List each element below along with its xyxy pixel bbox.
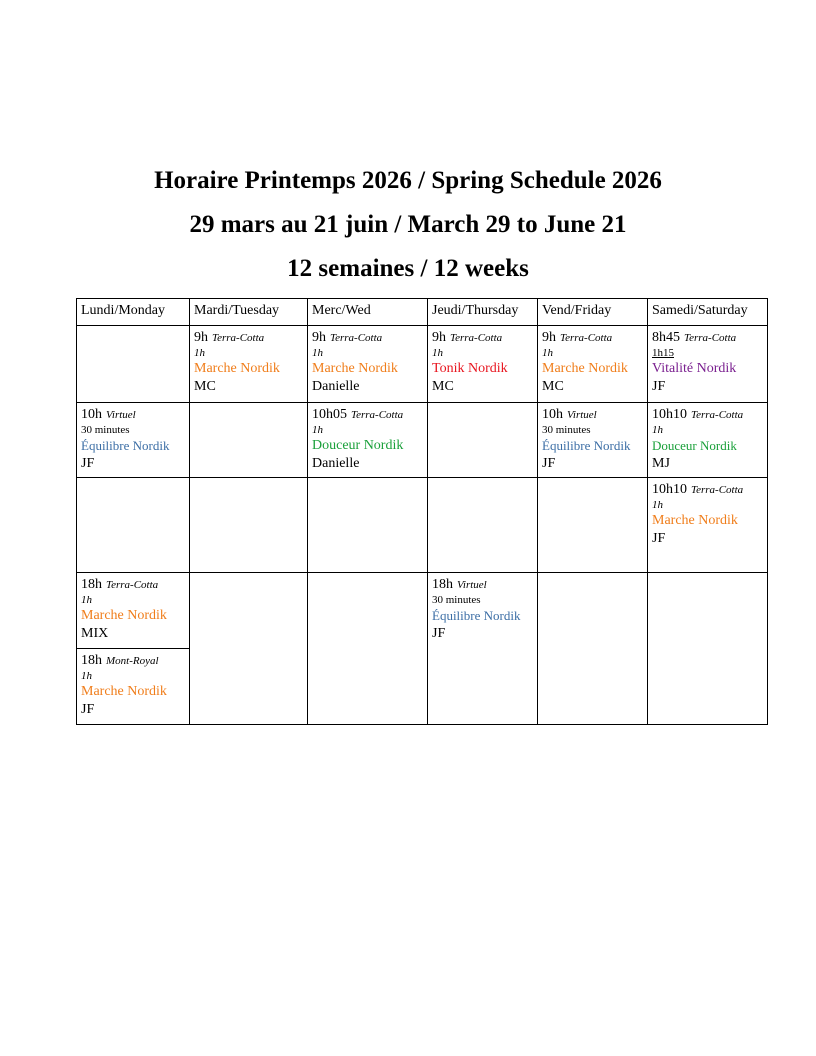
session-time: 18h — [81, 653, 102, 668]
session-instructor: Danielle — [312, 456, 360, 471]
session-instructor: JF — [542, 456, 556, 471]
session-location: Virtuel — [457, 579, 487, 591]
session-cell — [648, 326, 768, 403]
session-class: Douceur Nordik — [312, 438, 404, 453]
session-time: 18h — [432, 577, 453, 592]
session-location: Terra-Cotta — [691, 484, 744, 496]
day-header-wednesday: Merc/Wed — [308, 299, 428, 326]
session-class: Équilibre Nordik — [432, 608, 521, 623]
empty-cell — [538, 478, 648, 573]
session-class: Tonik Nordik — [432, 361, 508, 376]
title-dates: 29 mars au 21 juin / March 29 to June 21 — [189, 211, 627, 238]
session-cell — [648, 403, 768, 478]
session-instructor: MC — [542, 379, 564, 394]
empty-cell — [428, 478, 538, 573]
session-duration: 1h — [312, 347, 323, 359]
session-location: Terra-Cotta — [450, 332, 503, 344]
session-cell — [428, 326, 538, 403]
session-cell — [77, 403, 190, 478]
session-class: Marche Nordik — [81, 608, 167, 623]
session-duration: 30 minutes — [432, 594, 481, 606]
session-duration: 1h — [432, 347, 443, 359]
session-duration: 1h — [81, 594, 92, 606]
session-instructor: JF — [81, 456, 95, 471]
schedule-table — [76, 298, 768, 725]
day-header-friday: Vend/Friday — [538, 299, 648, 326]
schedule-row — [77, 478, 768, 573]
session-cell — [428, 573, 538, 725]
session-duration: 30 minutes — [542, 424, 591, 436]
session-time: 10h05 — [312, 407, 347, 422]
session-duration: 1h — [81, 670, 92, 682]
empty-cell — [308, 478, 428, 573]
session-class: Marche Nordik — [194, 361, 280, 376]
empty-cell — [648, 573, 768, 725]
session-time: 10h — [542, 407, 563, 422]
session-location: Terra-Cotta — [330, 332, 383, 344]
session-location: Terra-Cotta — [106, 579, 159, 591]
session-cell — [77, 649, 190, 725]
empty-cell — [77, 326, 190, 403]
session-instructor: MIX — [81, 626, 109, 641]
session-time: 9h — [432, 330, 446, 345]
session-class: Marche Nordik — [81, 684, 167, 699]
day-header-monday: Lundi/Monday — [77, 299, 190, 326]
session-location: Terra-Cotta — [351, 409, 404, 421]
empty-cell — [77, 478, 190, 573]
session-duration: 1h — [652, 424, 663, 436]
session-class: Vitalité Nordik — [652, 361, 737, 376]
session-class: Douceur Nordik — [652, 438, 737, 453]
session-duration: 1h — [542, 347, 553, 359]
session-location: Mont-Royal — [106, 655, 159, 667]
session-location: Terra-Cotta — [560, 332, 613, 344]
session-time: 10h — [81, 407, 102, 422]
day-header-saturday: Samedi/Saturday — [648, 299, 768, 326]
session-instructor: MJ — [652, 456, 670, 471]
empty-cell — [190, 403, 308, 478]
empty-cell — [190, 573, 308, 725]
session-location: Terra-Cotta — [691, 409, 744, 421]
session-time: 9h — [312, 330, 326, 345]
session-time: 9h — [542, 330, 556, 345]
session-class: Marche Nordik — [542, 361, 628, 376]
schedule-row — [77, 326, 768, 403]
session-time: 18h — [81, 577, 102, 592]
session-instructor: MC — [432, 379, 454, 394]
session-cell — [538, 403, 648, 478]
empty-cell — [538, 573, 648, 725]
title-main: Horaire Printemps 2026 / Spring Schedule 2026 — [154, 167, 662, 194]
session-duration: 30 minutes — [81, 424, 130, 436]
session-location: Virtuel — [106, 409, 136, 421]
session-duration: 1h15 — [652, 347, 674, 359]
session-instructor: MC — [194, 379, 216, 394]
session-time: 10h10 — [652, 482, 687, 497]
session-duration: 1h — [652, 499, 663, 511]
session-instructor: Danielle — [312, 379, 360, 394]
session-class: Équilibre Nordik — [81, 438, 170, 453]
session-location: Terra-Cotta — [684, 332, 737, 344]
session-class: Marche Nordik — [652, 513, 738, 528]
session-instructor: JF — [652, 379, 666, 394]
session-cell — [538, 326, 648, 403]
schedule-row — [77, 573, 768, 649]
session-instructor: JF — [432, 626, 446, 641]
empty-cell — [190, 478, 308, 573]
session-class: Marche Nordik — [312, 361, 398, 376]
session-time: 10h10 — [652, 407, 687, 422]
empty-cell — [428, 403, 538, 478]
session-instructor: JF — [81, 702, 95, 717]
header-row — [77, 299, 768, 326]
session-duration: 1h — [312, 424, 323, 436]
title-weeks: 12 semaines / 12 weeks — [287, 255, 529, 282]
schedule-row — [77, 403, 768, 478]
session-cell — [190, 326, 308, 403]
session-location: Terra-Cotta — [212, 332, 265, 344]
empty-cell — [308, 573, 428, 725]
session-time: 8h45 — [652, 330, 680, 345]
session-duration: 1h — [194, 347, 205, 359]
session-cell — [77, 573, 190, 649]
session-class: Équilibre Nordik — [542, 438, 631, 453]
session-time: 9h — [194, 330, 208, 345]
session-location: Virtuel — [567, 409, 597, 421]
day-header-thursday: Jeudi/Thursday — [428, 299, 538, 326]
session-cell — [308, 403, 428, 478]
session-cell — [648, 478, 768, 573]
day-header-tuesday: Mardi/Tuesday — [190, 299, 308, 326]
session-instructor: JF — [652, 531, 666, 546]
session-cell — [308, 326, 428, 403]
